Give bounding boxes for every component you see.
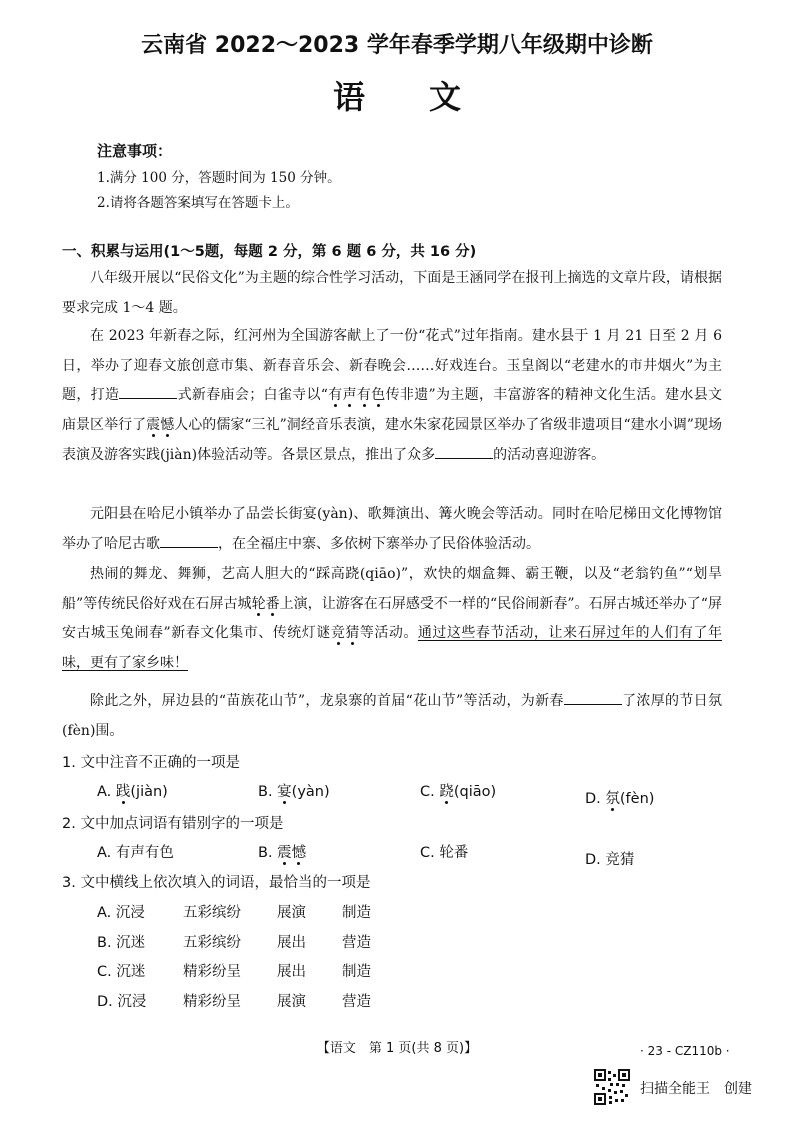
emphasis-char: 竞: [330, 625, 346, 642]
passage-text: 的活动喜迎游客。: [493, 446, 606, 463]
emphasis-char: 跷: [439, 784, 454, 800]
passage-text: ，在全福庄中寨、多依树下寨举办了民俗体验活动。: [218, 535, 540, 552]
passage-text: 传非遗”为主题，丰富游客的精神文化生活。建水县文庙景区举行了: [62, 387, 723, 434]
question-3-option-word: 营造: [342, 934, 371, 951]
question-1-stem: 1. 文中注音不正确的一项是: [62, 755, 240, 771]
question-3-option-word: 展演: [277, 905, 306, 921]
dotted-word-1: [328, 387, 386, 403]
passage-text: 元阳县在哈尼小镇举办了品尝长街宴(yàn)、歌舞演出、篝火晚会等活动。同时在哈尼梯田文化博物馆举办了哈尼古歌: [62, 506, 722, 552]
fill-blank-3: [160, 533, 218, 548]
question-1-option-a: A. 践(jiàn): [97, 784, 168, 800]
question-2-option-c: C. 轮番: [420, 845, 469, 861]
emphasis-char: 宴: [277, 784, 292, 800]
fill-blank-4: [564, 690, 622, 705]
passage-text: 人心的儒家“三礼”洞经音乐表演，建水朱家花园景区举办了省级非遗项目“建水小调”现场表演及游客实践(jiàn)体验活动等。各景区景点，推出了众多: [62, 417, 722, 463]
emphasis-char: 憾: [160, 417, 175, 434]
question-2-option-d: D. 竞猜: [585, 852, 635, 868]
emphasis-char: 践: [115, 784, 131, 800]
emphasis-char: 氛: [605, 791, 620, 807]
note-item: 1.满分 100 分，答题时间为 150 分钟。: [97, 170, 341, 186]
question-3-option-word: 展演: [277, 993, 306, 1010]
question-3-option-word: 五彩缤纷: [183, 905, 241, 921]
emphasis-char: 憾: [291, 845, 307, 861]
question-3-option-label: D. 沉浸: [97, 993, 147, 1010]
exam-title: 云南省 2022～2023 学年春季学期八年级期中诊断: [141, 33, 653, 58]
dotted-word-4: [331, 625, 360, 641]
question-3-option-word: 精彩纷呈: [183, 964, 241, 980]
emphasis-char: 有: [356, 387, 372, 404]
emphasis-char: 震: [277, 845, 292, 861]
notes-heading: 注意事项：: [97, 142, 173, 160]
passage-paragraph-4: [62, 687, 722, 746]
emphasis-char: 轮: [251, 595, 266, 612]
passage-paragraph-1: [62, 322, 722, 471]
underlined-sentence: 通过这些春节活动，让来石屏过年的人们有了年味，更有了家乡味！: [62, 625, 723, 672]
question-3-option-word: 五彩缤纷: [183, 934, 241, 951]
question-3-option-word: 展出: [277, 934, 306, 951]
passage-paragraph-2: [62, 500, 722, 559]
scanner-watermark: 扫描全能王 创建: [640, 1081, 752, 1097]
emphasis-char: 番: [265, 595, 280, 612]
emphasis-char: 猜: [345, 625, 360, 642]
question-3-option-word: 制造: [342, 905, 371, 921]
passage-text: 除此之外，屏边县的“苗族花山节”，龙泉寨的首届“花山节”等活动，为新春: [90, 693, 564, 709]
emphasis-char: 有: [327, 387, 343, 404]
paper-code: · 23 - CZ110b ·: [640, 1044, 730, 1058]
emphasis-char: 色: [371, 387, 386, 404]
page-footer: 【语文 第 1 页(共 8 页)】: [316, 1041, 478, 1056]
section-heading: 一、积累与运用(1～5题，每题 2 分，第 6 题 6 分，共 16 分): [62, 244, 477, 260]
intro-paragraph: 八年级开展以“民俗文化”为主题的综合性学习活动，下面是王涵同学在报刊上摘选的文章片段，请根据要求完成 1～4 题。: [62, 270, 722, 316]
emphasis-char: 声: [342, 387, 357, 404]
fill-blank-1: [119, 384, 177, 399]
passage-text: 了浓厚的节日氛(fèn)围。: [62, 693, 722, 739]
passage-paragraph-3: [62, 560, 722, 679]
question-3-option-word: 精彩纷呈: [183, 993, 241, 1010]
subject-title: 语 文: [332, 78, 461, 116]
passage-text: 等活动。: [359, 625, 418, 642]
dotted-word-2: [146, 417, 174, 433]
question-3-option-label: C. 沉迷: [97, 964, 146, 980]
question-3-option-label: B. 沉迷: [97, 934, 146, 951]
question-1-option-b: B. 宴(yàn): [258, 784, 330, 800]
passage-text: 上演，让游客在石屏感受不一样的“民俗闹新春”。石屏古城还举办了“屏安古城玉兔闹春”新春文化集市、传统灯谜: [62, 595, 722, 642]
question-2-stem: 2. 文中加点词语有错别字的一项是: [62, 816, 284, 832]
question-3-option-label: A. 沉浸: [97, 905, 145, 921]
emphasis-char: 震: [146, 417, 161, 434]
question-1-option-d: D. 氛(fèn): [585, 791, 655, 807]
question-2-option-a: A. 有声有色: [97, 845, 174, 861]
question-3-option-word: 展出: [277, 964, 306, 980]
passage-text: 在 2023 年新春之际，红河州为全国游客献上了一份“花式”过年指南。建水县于 1 月 21 日至 2 月 6 日，举办了迎春文旅创意市集、新春音乐会、新春晚会……好戏连台。玉皇阁以“老建水的市井烟火”为主题，打造: [62, 328, 722, 404]
passage-text: 热闹的舞龙、舞狮，艺高人胆大的“踩高跷(qiāo)”，欢快的烟盒舞、霸王鞭，以及“老翁钓鱼”“划旱船”等传统民俗好戏在石屏古城: [62, 566, 722, 612]
question-3-option-word: 营造: [342, 993, 371, 1010]
fill-blank-2: [435, 444, 493, 459]
qr-code-icon: [594, 1069, 630, 1105]
question-2-option-b: B. 震憾: [258, 845, 307, 861]
passage-text: 式新春庙会；白雀寺以“: [177, 387, 328, 404]
question-3-option-word: 制造: [342, 964, 371, 980]
note-item: 2.请将各题答案填写在答题卡上。: [97, 195, 299, 211]
question-1-option-c: C. 跷(qiāo): [420, 784, 497, 800]
question-3-stem: 3. 文中横线上依次填入的词语，最恰当的一项是: [62, 875, 371, 891]
dotted-word-3: [252, 596, 280, 612]
